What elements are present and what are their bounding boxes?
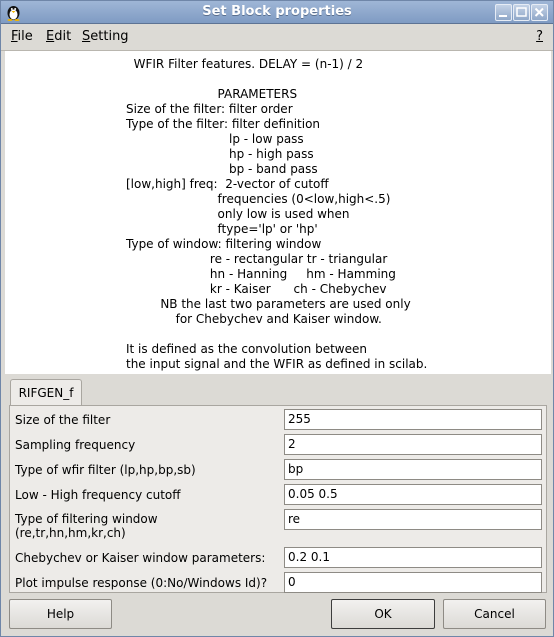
param-label-sampling: Sampling frequency xyxy=(15,438,136,452)
description-line: frequencies (0<low,high<.5) xyxy=(126,192,391,206)
tab-area xyxy=(5,375,551,593)
description-line: Type of the filter: filter definition xyxy=(126,117,321,131)
description-line: PARAMETERS xyxy=(126,87,298,101)
description-line: ftype='lp' or 'hp' xyxy=(126,222,318,236)
plot-field[interactable]: 0 xyxy=(284,572,542,593)
param-label-window-line2: (re,tr,hn,hm,kr,ch) xyxy=(15,526,126,540)
close-icon[interactable] xyxy=(531,4,548,21)
description-line: only low is used when xyxy=(126,207,350,221)
cutoff-field[interactable]: 0.05 0.5 xyxy=(284,484,542,505)
param-label-size: Size of the filter xyxy=(15,413,111,427)
help-button[interactable]: Help xyxy=(9,599,112,629)
description-line: the input signal and the WFIR as defined in scilab. xyxy=(126,357,428,371)
window-title: Set Block properties xyxy=(202,4,352,19)
maximize-icon[interactable] xyxy=(513,4,530,21)
cancel-button[interactable]: Cancel xyxy=(443,599,546,629)
menu-edit[interactable]: Edit xyxy=(46,29,72,44)
description-line: [low,high] freq: 2-vector of cutoff xyxy=(126,177,329,191)
description-line: lp - low pass xyxy=(126,132,304,146)
description-line: re - rectangular tr - triangular xyxy=(126,252,388,266)
description-line: hp - high pass xyxy=(126,147,314,161)
description-line xyxy=(126,327,427,342)
description-line: Size of the filter: filter order xyxy=(126,102,293,116)
description-line: bp - band pass xyxy=(126,162,318,176)
param-label-cutoff: Low - High frequency cutoff xyxy=(15,488,181,502)
description-line: NB the last two parameters are used only xyxy=(126,297,411,311)
param-label-window-params: Chebychev or Kaiser window parameters: xyxy=(15,551,266,565)
description-text xyxy=(126,57,427,372)
param-label-plot: Plot impulse response (0:No/Windows Id)? xyxy=(15,576,268,590)
description-line xyxy=(126,72,427,87)
params-panel xyxy=(9,405,547,593)
ok-button[interactable]: OK xyxy=(331,599,435,629)
param-label-window-line1: Type of filtering window xyxy=(15,512,158,526)
param-label-window xyxy=(15,512,158,540)
menu-bar xyxy=(1,24,553,51)
size-field[interactable]: 255 xyxy=(284,409,542,430)
description-line: kr - Kaiser ch - Chebychev xyxy=(126,282,387,296)
sampling-field[interactable]: 2 xyxy=(284,434,542,455)
window-params-field[interactable]: 0.2 0.1 xyxy=(284,547,542,568)
description-line: WFIR Filter features. DELAY = (n-1) / 2 xyxy=(126,57,364,71)
description-line: hn - Hanning hm - Hamming xyxy=(126,267,396,281)
title-bar[interactable] xyxy=(1,1,553,24)
description-line: It is defined as the convolution between xyxy=(126,342,367,356)
tab-rifgen[interactable]: RIFGEN_f xyxy=(10,379,82,406)
description-line: Type of window: filtering window xyxy=(126,237,322,251)
description-panel xyxy=(5,51,551,374)
description-line: for Chebychev and Kaiser window. xyxy=(126,312,382,326)
menu-file[interactable]: File xyxy=(11,29,33,44)
filter-type-field[interactable]: bp xyxy=(284,459,542,480)
menu-setting[interactable]: Setting xyxy=(82,29,129,44)
window-field[interactable]: re xyxy=(284,509,542,530)
menu-help[interactable]: ? xyxy=(536,29,543,44)
param-label-filter-type: Type of wfir filter (lp,hp,bp,sb) xyxy=(15,463,196,477)
minimize-icon[interactable] xyxy=(495,4,512,21)
